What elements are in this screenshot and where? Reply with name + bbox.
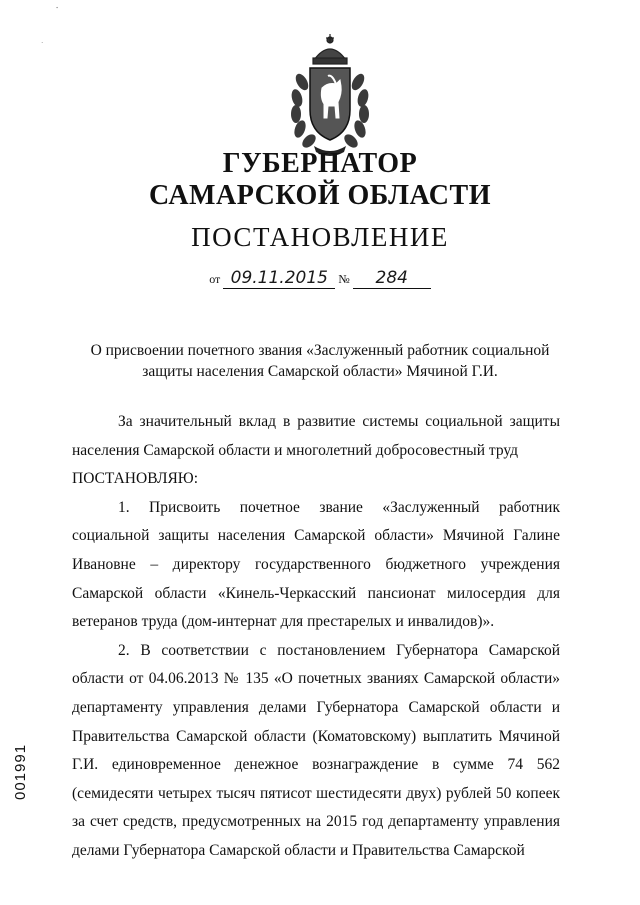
document-subject bbox=[80, 340, 560, 382]
document-body bbox=[72, 408, 560, 866]
samara-coat-of-arms-icon bbox=[284, 32, 376, 158]
scan-speck: · bbox=[41, 39, 44, 47]
margin-serial-number: 001991 bbox=[12, 743, 29, 800]
authority-title-line1: ГУБЕРНАТОР bbox=[222, 148, 418, 179]
date-number-line bbox=[0, 268, 640, 289]
number-value: 284 bbox=[353, 268, 431, 289]
item-2-paragraph: 2. В соответствии с постановлением Губернатора Самарской области от 04.06.2013 № 135 «О почетных званиях Самарской области» департаменту управления делами Губернатора Самарской области и Правительства Самарской области (Коматовскому) выплатить Мячиной Г.И. единовременное денежное вознаграждение в сумме 74 562 (семидесяти четырех тысяч пятисот шестидесяти двух) рублей 50 копеек за счет средств, предусмотренных на 2015 год департаменту управления делами Губернатора Самарской области и Правительства Самарской bbox=[72, 641, 560, 859]
intro-paragraph: За значительный вклад в развитие системы социальной защиты населения Самарской области и многолетний добросовестный труд bbox=[72, 413, 560, 459]
number-prefix: № bbox=[338, 272, 350, 286]
subject-line1: О присвоении почетного звания «Заслуженный работник социальной bbox=[90, 342, 550, 359]
item-1-paragraph: 1. Присвоить почетное звание «Заслуженный работник социальной защиты населения Самарской области» Мячиной Галине Ивановне – директору государственного бюджетного учреждения Самарской области «Кинель-Черкасский пансионат милосердия для ветеранов труда (дом-интернат для престарелых и инвалидов)». bbox=[72, 498, 560, 631]
authority-title-line2: САМАРСКОЙ ОБЛАСТИ bbox=[149, 180, 491, 211]
document-type: ПОСТАНОВЛЕНИЕ bbox=[191, 222, 449, 252]
decree-word: ПОСТАНОВЛЯЮ: bbox=[72, 470, 199, 488]
date-value: 09.11.2015 bbox=[223, 268, 335, 289]
scan-speck: ꞏ bbox=[56, 4, 59, 12]
subject-line2: защиты населения Самарской области» Мячиной Г.И. bbox=[142, 363, 498, 380]
date-prefix: от bbox=[209, 272, 221, 286]
